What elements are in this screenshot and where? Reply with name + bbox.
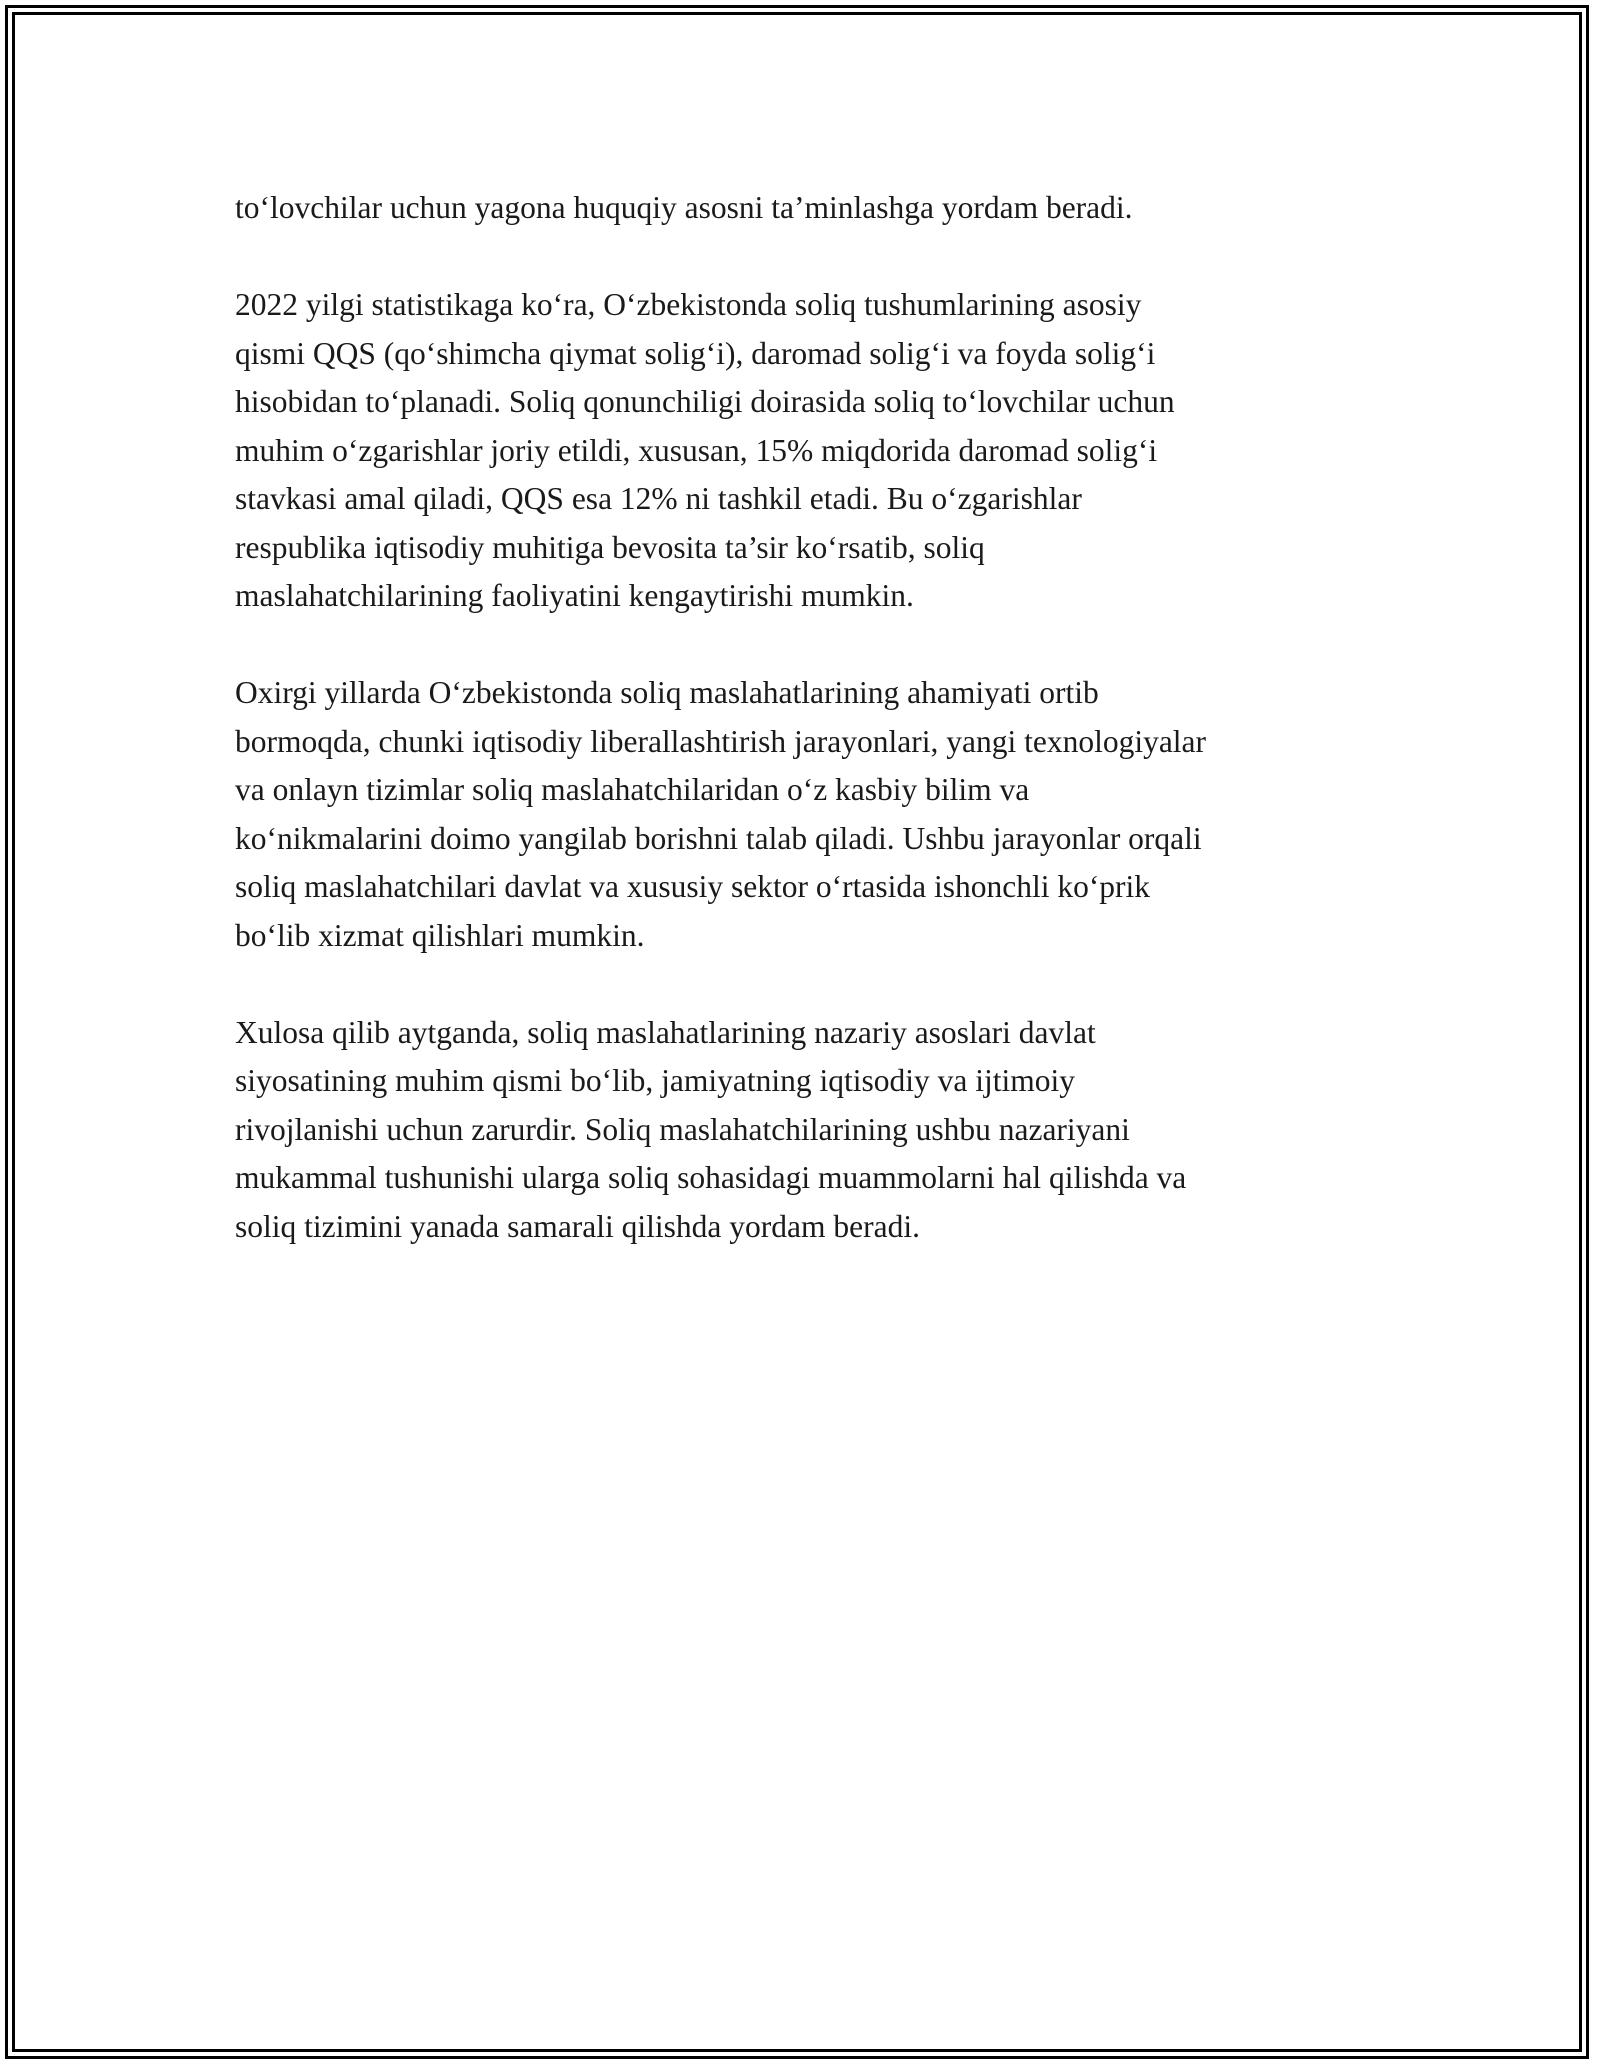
text-line: ko‘nikmalarini doimo yangilab borishni talab qiladi. Ushbu jarayonlar orqali xyxy=(235,820,1202,856)
text-line: hisobidan to‘planadi. Soliq qonunchiligi doirasida soliq to‘lovchilar uchun xyxy=(235,384,1175,419)
text-line: soliq tizimini yanada samarali qilishda yordam beradi. xyxy=(235,1208,920,1244)
text-line: bormoqda, chunki iqtisodiy liberallashtirish jarayonlari, yangi texnologiyalar xyxy=(235,723,1207,759)
text-line: mukammal tushunishi ularga soliq sohasidagi muammolarni hal qilishda va xyxy=(235,1160,1187,1195)
text-line: qismi QQS (qo‘shimcha qiymat solig‘i), daromad solig‘i va foyda solig‘i xyxy=(235,335,1156,371)
text-line: maslahatchilarining faoliyatini kengaytirishi mumkin. xyxy=(235,578,914,613)
text-line: to‘lovchilar uchun yagona huquqiy asosni ta’minlashga yordam beradi. xyxy=(235,190,1133,225)
text-line: stavkasi amal qiladi, QQS esa 12% ni tashkil etadi. Bu o‘zgarishlar xyxy=(235,481,1082,516)
text-line: 2022 yilgi statistikaga ko‘ra, O‘zbekistonda soliq tushumlarining asosiy xyxy=(235,287,1142,322)
text-line: soliq maslahatchilari davlat va xususiy sektor o‘rtasida ishonchli ko‘prik xyxy=(235,869,1151,904)
text-line: Oxirgi yillarda O‘zbekistonda soliq maslahatlarining ahamiyati ortib xyxy=(235,675,1099,710)
text-line: bo‘lib xizmat qilishlari mumkin. xyxy=(235,917,645,953)
text-line: Xulosa qilib aytganda, soliq maslahatlarining nazariy asoslari davlat xyxy=(235,1014,1096,1050)
text-line: respublika iqtisodiy muhitiga bevosita ta’sir ko‘rsatib, soliq xyxy=(235,529,985,565)
paragraph-statistics xyxy=(235,281,1385,621)
paragraph-continuation xyxy=(235,184,1385,233)
paragraph-conclusion xyxy=(235,1009,1385,1252)
paragraph-recent-years xyxy=(235,669,1385,960)
text-line: muhim o‘zgarishlar joriy etildi, xususan, 15% miqdorida daromad solig‘i xyxy=(235,432,1158,468)
text-line: va onlayn tizimlar soliq maslahatchilaridan o‘z kasbiy bilim va xyxy=(235,772,1030,807)
document-body xyxy=(235,184,1385,1300)
text-line: rivojlanishi uchun zarurdir. Soliq maslahatchilarining ushbu nazariyani xyxy=(235,1111,1130,1147)
text-line: siyosatining muhim qismi bo‘lib, jamiyatning iqtisodiy va ijtimoiy xyxy=(235,1063,1075,1098)
